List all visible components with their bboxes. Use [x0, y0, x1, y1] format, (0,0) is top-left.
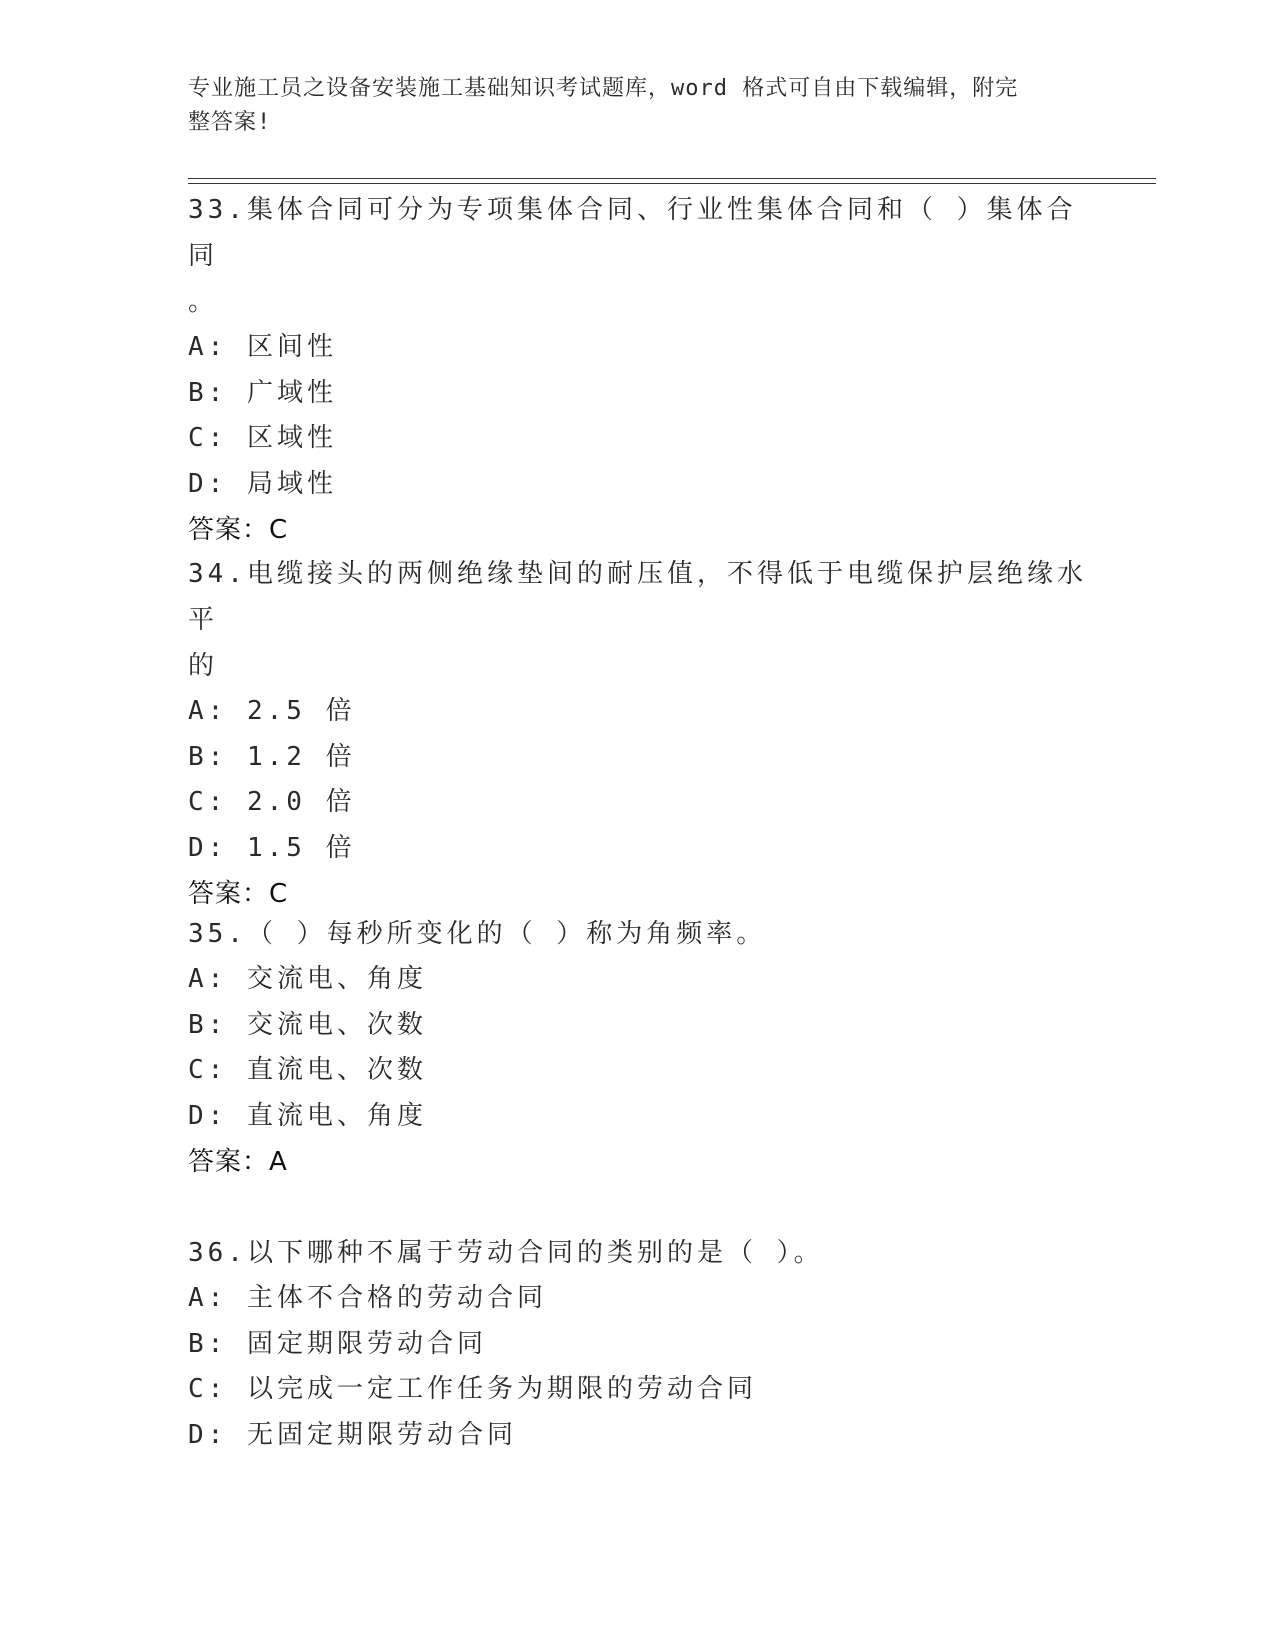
- question-34: [188, 551, 1088, 917]
- header-divider-top: [188, 178, 1156, 179]
- answer: 答案：C: [188, 879, 289, 909]
- question-33: [188, 187, 1088, 553]
- option-a: A: 主体不合格的劳动合同: [188, 1283, 547, 1313]
- option-d: D: 1.5 倍: [188, 832, 356, 863]
- option-c: C: 2.0 倍: [188, 787, 356, 817]
- header-line-1: 专业施工员之设备安装施工基础知识考试题库，word 格式可自由下载编辑，附完: [188, 76, 1019, 101]
- question-stem: 35.（ ）每秒所变化的（ ）称为角频率。: [188, 919, 767, 949]
- option-c: C: 直流电、次数: [188, 1055, 427, 1085]
- question-36: [188, 1230, 1088, 1458]
- question-stem: 34.电缆接头的两侧绝缘垫间的耐压值，不得低于电缆保护层绝缘水平 的: [188, 559, 1087, 681]
- option-d: D: 直流电、角度: [188, 1100, 427, 1131]
- option-d: D: 无固定期限劳动合同: [188, 1419, 517, 1450]
- option-b: B: 固定期限劳动合同: [188, 1328, 487, 1359]
- header-divider-bottom: [188, 183, 1156, 184]
- question-stem: 33.集体合同可分为专项集体合同、行业性集体合同和（ ）集体合同 。: [188, 195, 1077, 317]
- option-a: A: 交流电、角度: [188, 964, 427, 994]
- document-header: [188, 72, 1068, 140]
- option-a: A: 2.5 倍: [188, 696, 356, 726]
- option-b: B: 交流电、次数: [188, 1009, 427, 1040]
- answer: 答案：A: [188, 1147, 288, 1177]
- header-line-2: 整答案!: [188, 110, 272, 135]
- answer: 答案：C: [188, 515, 289, 545]
- option-a: A: 区间性: [188, 332, 337, 362]
- option-b: B: 1.2 倍: [188, 741, 356, 772]
- option-c: C: 以完成一定工作任务为期限的劳动合同: [188, 1374, 757, 1404]
- question-stem: 36.以下哪种不属于劳动合同的类别的是（ ）。: [188, 1238, 824, 1268]
- option-b: B: 广域性: [188, 377, 337, 408]
- question-35: [188, 911, 1088, 1185]
- option-d: D: 局域性: [188, 468, 337, 499]
- option-c: C: 区域性: [188, 423, 337, 453]
